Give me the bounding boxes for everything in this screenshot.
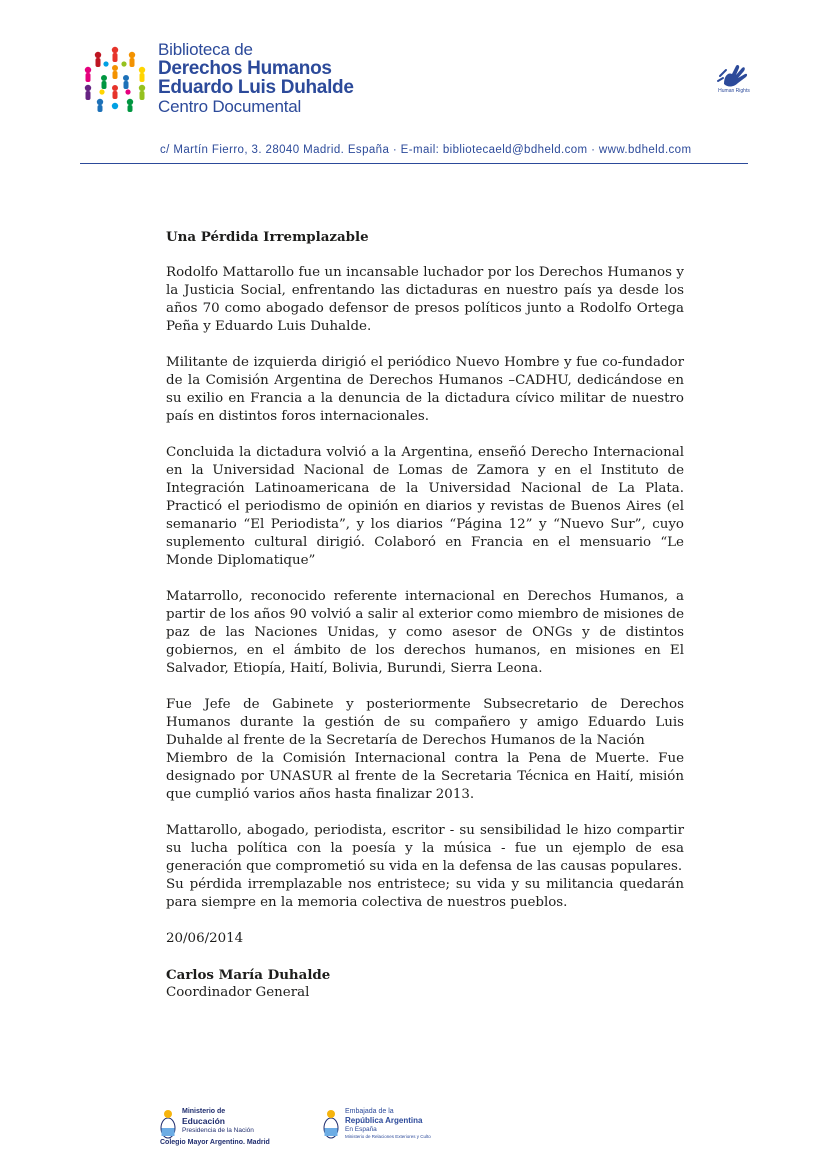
paragraph-1: Rodolfo Mattarollo fue un incansable luchador por los Derechos Humanos y la Justicia Social, enfrentando las dictaduras en nuestro país ya desde los años 70 como abogado defensor de presos políticos junto a Rodolfo Ortega Peña y Eduardo Luis Duhalde.	[166, 265, 684, 334]
paragraph-4: Matarrollo, reconocido referente internacional en Derechos Humanos, a partir de los años 90 volvió a salir al exterior como miembro de misiones de paz de las Naciones Unidas, y como asesor de ONGs y de distintos gobiernos, en el ámbito de los derechos humanos, en misiones en El Salvador, Etiopía, Haití, Bolivia, Burundi, Sierra Leona.	[166, 589, 684, 676]
logo1-line-4: Colegio Mayor Argentino. Madrid	[160, 1139, 270, 1146]
paragraph-6	[166, 822, 684, 912]
embassy-logo	[323, 1108, 443, 1148]
logo1-line-1: Ministerio de	[182, 1108, 226, 1115]
logo2-line-3: En España	[345, 1126, 377, 1133]
paragraph-6-line-1: Mattarollo, abogado, periodista, escritor - su sensibilidad le hizo compartir su lucha política con la poesía y la música - fue un ejemplo de esa generación que comprometió su vida en la defensa de las causas populares.	[166, 823, 684, 874]
header-divider	[80, 163, 748, 164]
ministry-education-logo	[160, 1108, 300, 1148]
paragraph-5-line-1: Fue Jefe de Gabinete y posteriormente Subsecretario de Derechos Humanos durante la gestión de su compañero y amigo Eduardo Luis Duhalde al frente de la Secretaría de Derechos Humanos de la Nación	[166, 697, 684, 748]
logo2-line-4: Ministerio de Relaciones Exteriores y Culto	[345, 1134, 431, 1139]
logo2-line-2: República Argentina	[345, 1116, 423, 1125]
paragraph-3: Concluida la dictadura volvió a la Argentina, enseñó Derecho Internacional en la Universidad Nacional de Lomas de Zamora y en el Instituto de Integración Latinoamericana de la Universidad Nacional de La Plata. Practicó el periodismo de opinión en diarios y revistas de Buenos Aires (el semanario “El Periodista”, y los diarios “Página 12” y “Nuevo Sur”, cuyo suplemento cultural dirigió. Colaboró en Francia en el mensuario “Le Monde Diplomatique”	[166, 445, 684, 568]
letter-body	[166, 228, 684, 1002]
logo1-line-2: Educación	[182, 1116, 225, 1126]
argentina-coat-of-arms-icon	[323, 1108, 339, 1144]
human-rights-label: Human Rights	[718, 88, 750, 94]
paragraph-5-line-2: Miembro de la Comisión Internacional contra la Pena de Muerte. Fue designado por UNASUR al frente de la Secretaria Técnica en Haití, misión que cumplió varios años hasta finalizar 2013.	[166, 751, 684, 802]
paragraph-6-line-2: Su pérdida irremplazable nos entristece; su vida y su militancia quedarán para siempre en la memoria colectiva de nuestros pueblos.	[166, 877, 684, 910]
paragraph-2: Militante de izquierda dirigió el periódico Nuevo Hombre y fue co-fundador de la Comisión Argentina de Derechos Humanos –CADHU, dedicándose en su exilio en Francia a la denuncia de la dictadura cívico militar de nuestro país en distintos foros internacionales.	[166, 355, 684, 424]
letter-title: Una Pérdida Irremplazable	[166, 229, 369, 245]
org-name-line-4: Centro Documental	[158, 97, 302, 116]
letterhead	[0, 0, 827, 170]
org-name-line-1: Biblioteca de	[158, 40, 253, 59]
org-name-line-3: Eduardo Luis Duhalde	[158, 77, 354, 98]
organization-name	[158, 40, 478, 116]
logo2-line-1: Embajada de la	[345, 1108, 394, 1115]
org-name-line-2: Derechos Humanos	[158, 58, 332, 79]
contact-address: c/ Martín Fierro, 3. 28040 Madrid. España · E-mail: bibliotecaeld@bdheld.com · www.bdheld.com	[160, 144, 692, 156]
signer-name: Carlos María Duhalde	[166, 967, 331, 983]
people-circle-logo-icon	[80, 44, 150, 114]
letter-date: 20/06/2014	[166, 931, 244, 946]
paragraph-5	[166, 696, 684, 804]
logo1-line-3: Presidencia de la Nación	[182, 1127, 254, 1134]
signer-role: Coordinador General	[166, 985, 310, 1000]
